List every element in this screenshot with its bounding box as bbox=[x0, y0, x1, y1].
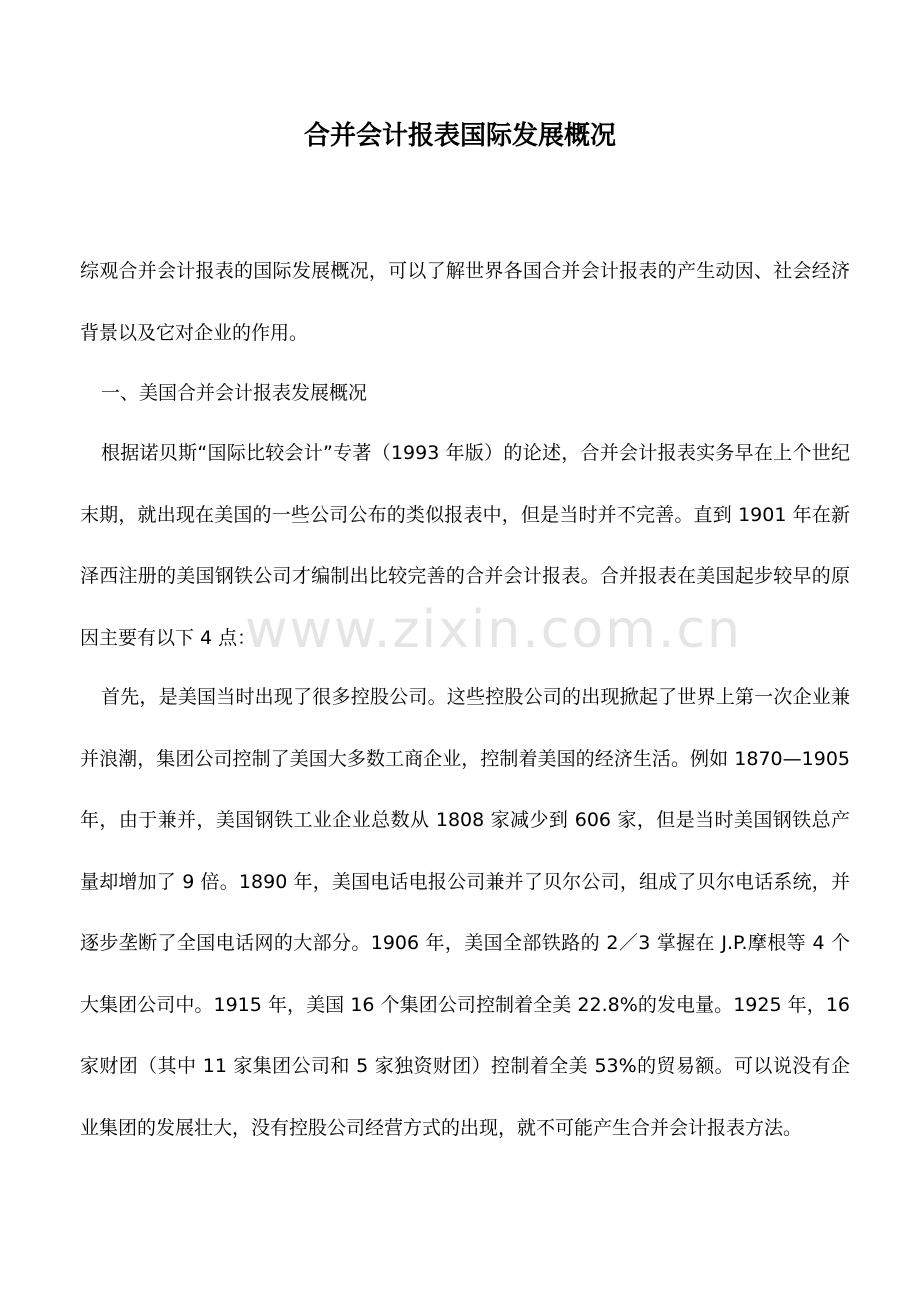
body-paragraph: 首先，是美国当时出现了很多控股公司。这些控股公司的出现掀起了世界上第一次企业兼并浪潮，集团公司控制了美国大多数工商企业，控制着美国的经济生活。例如 1870—1905 年，由于兼并，美国钢铁工业企业总数从 1808 家减少到 606 家，但是当时美国钢铁总产量却增加了 9 倍。1890 年，美国电话电报公司兼并了贝尔公司，组成了贝尔电话系统，并逐步垄断了全国电话网的大部分。1906 年，美国全部铁路的 2／3 掌握在 J.P.摩根等 4 个大集团公司中。1915 年，美国 16 个集团公司控制着全美 22.8%的发电量。1925 年，16 家财团（其中 11 家集团公司和 5 家独资财团）控制着全美 53%的贸易额。可以说没有企业集团的发展壮大，没有控股公司经营方式的出现，就不可能产生合并会计报表方法。 bbox=[80, 686, 850, 1139]
document-title: 合并会计报表国际发展概况 bbox=[303, 121, 616, 151]
watermark: www.zixin.com.cn bbox=[245, 600, 742, 660]
section-heading: 一、美国合并会计报表发展概况 bbox=[101, 382, 368, 404]
body-paragraph: 根据诺贝斯“国际比较会计”专著（1993 年版）的论述，合并会计报表实务早在上个世纪末期，就出现在美国的一些公司公布的类似报表中，但是当时并不完善。直到 1901 年在新泽西注册的美国钢铁公司才编制出比较完善的合并会计报表。合并报表在美国起步较早的原因主要有以下 4 点： bbox=[80, 442, 850, 649]
intro-paragraph: 综观合并会计报表的国际发展概况，可以了解世界各国合并会计报表的产生动因、社会经济背景以及它对企业的作用。 bbox=[80, 260, 850, 344]
